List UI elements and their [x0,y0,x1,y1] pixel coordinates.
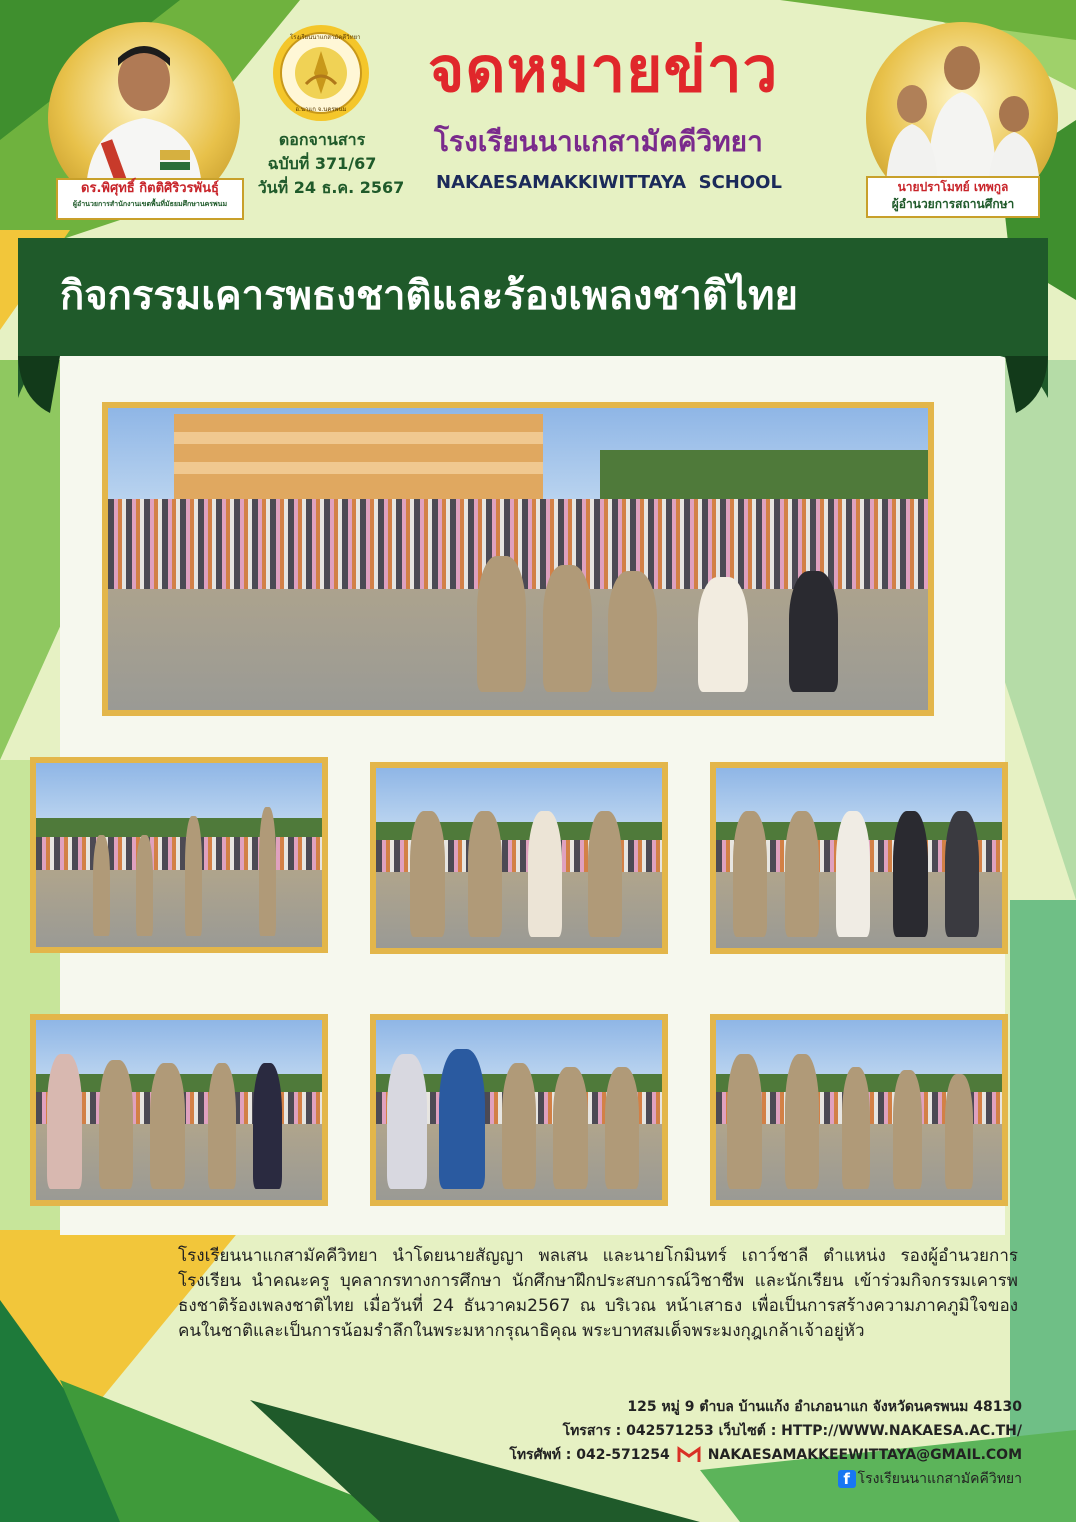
school-name-en: NAKAESAMAKKIWITTAYA SCHOOL [436,172,782,193]
footer-address: 125 หมู่ 9 ตำบล บ้านแก้ง อำเภอนาแก จังหวัดนครพนม 48130 [627,1399,1022,1415]
footer-contact-row [509,1444,1022,1466]
school-name-th: โรงเรียนนาแกสามัคคีวิทยา [434,125,763,158]
footer-facebook-row[interactable] [838,1468,1022,1490]
issue-number: ฉบับที่ 371/67 [267,154,377,173]
article-body: โรงเรียนนาแกสามัคคีวิทยา นำโดยนายสัญญา พลเสน และนายโกมินทร์ เถาว์ชาลี ตำแหน่ง รองผู้อำนวยการโรงเรียน นำคณะครู บุคลากรทางการศึกษา นักศึกษาฝึกประสบการณ์วิชาชีพ และนักเรียน เข้าร่วมกิจกรรมเคารพธงชาติร้องเพลงชาติไทย เมื่อวันที่ 24 ธันวาคม2567 ณ บริเวณ หน้าเสาธง เพื่อเป็นการสร้างความภาคภูมิใจของคนในชาติและเป็นการน้อมรำลึกในพระมหากรุณาธิคุณ พระบาทสมเด็จพระมงกุฎเกล้าเจ้าอยู่หัว [178,1246,1018,1341]
right-person-position: ผู้อำนวยการสถานศึกษา [891,197,1015,211]
activity-photo-1 [30,757,328,953]
left-person-name: ดร.พิศุทธิ์ กิตติศิริวรพันธุ์ [81,181,219,196]
activity-photo-2 [370,762,668,954]
logo-text-top: โรงเรียนนาแกสามัคคีวิทยา [290,34,361,41]
logo-text-bottom: อ.นาแก จ.นครพนม [295,106,347,113]
facebook-icon: f [838,1470,856,1488]
activity-photo-3 [710,762,1008,954]
newsletter-title: จดหมายข่าว [428,33,779,106]
left-person-position: ผู้อำนวยการสำนักงานเขตพื้นที่มัธยมศึกษานครพนม [72,200,228,208]
school-logo [272,24,370,122]
right-person-nameplate [866,176,1040,218]
activity-photo-4 [30,1014,328,1206]
footer-email[interactable]: NAKAESAMAKKEEWITTAYA@GMAIL.COM [707,1447,1022,1463]
issue-date: วันที่ 24 ธ.ค. 2567 [257,178,405,197]
activity-photo-6 [710,1014,1008,1206]
right-person-name: นายปราโมทย์ เทพกูล [897,180,1009,194]
headline: กิจกรรมเคารพธงชาติและร้องเพลงชาติไทย [60,273,798,319]
newsletter-name: ดอกจานสาร [278,130,366,149]
footer-phone: โทรศัพท์ : 042-571254 [509,1447,670,1463]
gmail-icon [678,1447,700,1463]
footer-facebook-page: โรงเรียนนาแกสามัคคีวิทยา [857,1471,1022,1487]
main-photo [102,402,934,716]
left-person-nameplate [56,178,244,220]
activity-photo-5 [370,1014,668,1206]
footer-fax-website[interactable]: โทรสาร : 042571253 เว็บไซต์ : HTTP://WWW.NAKAESA.AC.TH/ [562,1423,1022,1439]
